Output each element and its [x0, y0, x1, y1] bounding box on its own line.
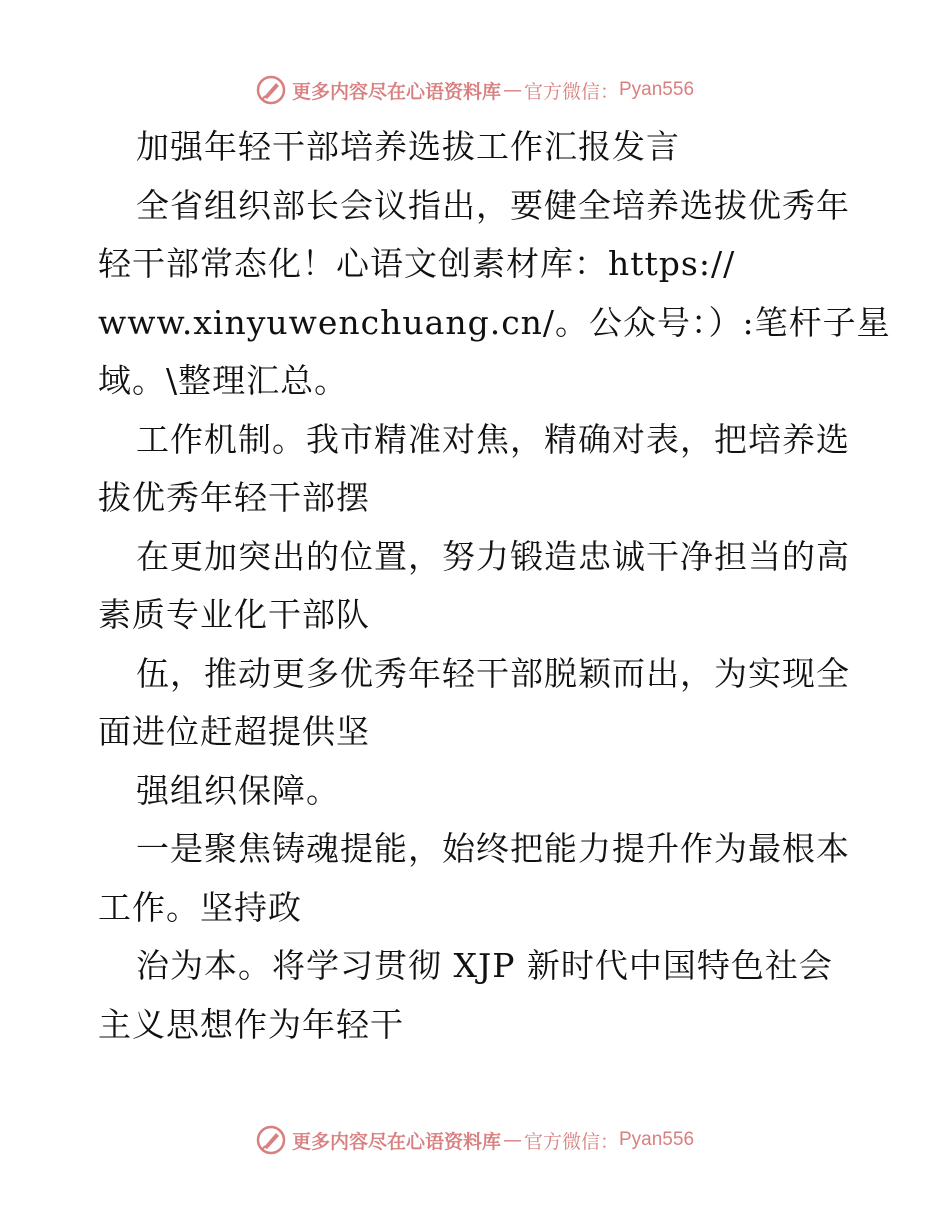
document-line: 素质专业化干部队 [98, 595, 370, 634]
watermark-title: 更多内容尽在心语资料库 [291, 1130, 501, 1153]
document-body [98, 118, 891, 1054]
document-line: 拔优秀年轻干部摆 [98, 478, 370, 517]
document-line: 全省组织部长会议指出，要健全培养选拔优秀年 [136, 185, 850, 225]
watermark-wechat-id: Pyan556 [619, 79, 695, 100]
document-line: 治为本。将学习贯彻 XJP 新时代中国特色社会 [136, 946, 833, 985]
document-line: 工作。坚持政 [98, 887, 302, 927]
quill-logo-icon [256, 75, 286, 105]
document-line: 加强年轻干部培养选拔工作汇报发言 [136, 127, 680, 166]
watermark-wechat-id: Pyan556 [619, 1129, 695, 1150]
watermark-dash: — [502, 79, 522, 101]
document-line: 主义思想作为年轻干 [98, 1004, 404, 1044]
document-line: 一是聚焦铸魂提能，始终把能力提升作为最根本 [136, 829, 850, 868]
document-line: 轻干部常态化！心语文创素材库：https:// [98, 244, 736, 283]
watermark-wechat-label: 官方微信： [523, 1130, 619, 1153]
document-line: 面进位赶超提供坚 [98, 712, 370, 751]
document-line: 在更加突出的位置，努力锻造忠诚干净担当的高 [136, 536, 850, 576]
header-watermark-banner [0, 70, 950, 110]
document-line: 工作机制。我市精准对焦，精确对表，把培养选 [136, 419, 850, 459]
document-line: www.xinyuwenchuang.cn/。公众号：）:笔杆子星 [98, 302, 891, 342]
watermark-title: 更多内容尽在心语资料库 [291, 80, 501, 103]
document-line: 伍，推动更多优秀年轻干部脱颖而出，为实现全 [136, 653, 850, 693]
document-line: 域。\整理汇总。 [98, 361, 349, 400]
watermark-dash: — [502, 1129, 522, 1151]
document-line: 强组织保障。 [136, 770, 340, 810]
footer-watermark-banner [0, 1120, 950, 1160]
quill-logo-icon [256, 1125, 286, 1155]
watermark-wechat-label: 官方微信： [523, 80, 619, 103]
